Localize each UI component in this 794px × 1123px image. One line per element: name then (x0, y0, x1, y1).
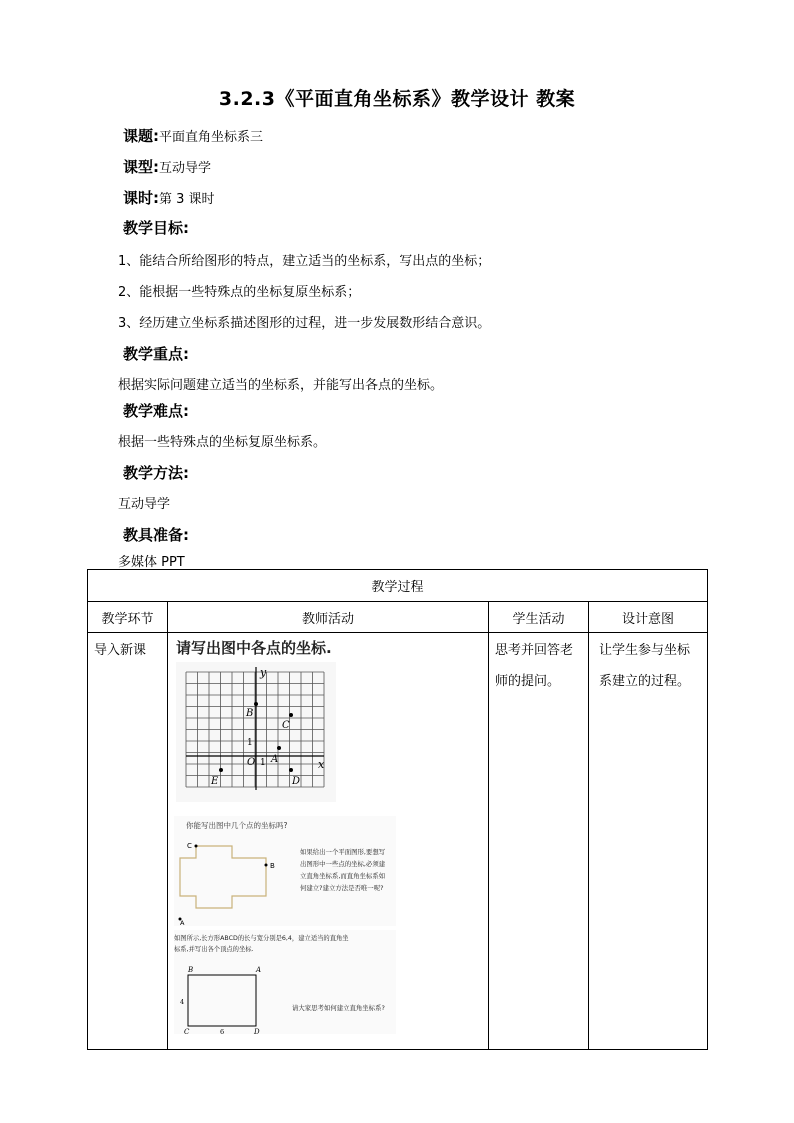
cross-side-text-line: 何建立?建立方法是否唯一呢? (300, 884, 384, 892)
cross-point-b (265, 864, 268, 867)
rect-label-c: C (184, 1028, 190, 1034)
rect-label-d: D (254, 1028, 260, 1034)
point-d (289, 768, 293, 772)
stage-cell: 导入新课 (88, 633, 168, 1050)
rect-text-line: 标系,并写出各个顶点的坐标. (174, 946, 254, 953)
label-c: C (282, 720, 290, 731)
point-a (277, 746, 281, 750)
field-type-label: 课型: (123, 158, 159, 176)
rect-label-a: A (256, 966, 262, 974)
tools-heading: 教具准备: (123, 526, 189, 544)
difficulty-text: 根据一些特殊点的坐标复原坐标系。 (118, 435, 327, 450)
objective-item: 3、经历建立坐标系描述图形的过程，进一步发展数形结合意识。 (118, 316, 491, 331)
cross-label-c: C (187, 842, 192, 850)
cross-side-text-line: 出图形中一些点的坐标,必须建 (300, 860, 386, 868)
field-period (123, 187, 215, 208)
slide-background (174, 816, 396, 926)
cross-shape-figure (174, 816, 396, 926)
objective-item: 2、能根据一些特殊点的坐标复原坐标系； (118, 285, 361, 300)
field-period-value: 第 3 课时 (159, 192, 215, 207)
field-period-label: 课时: (123, 189, 159, 207)
teacher-activity-title: 请写出图中各点的坐标. (176, 639, 332, 657)
tools-text: 多媒体 PPT (118, 555, 185, 570)
y-axis-label: y (260, 666, 267, 679)
rectangle-figure (174, 930, 396, 1034)
origin-label: O (247, 757, 256, 768)
rect-width-label: 6 (220, 1028, 225, 1034)
tick-one-x: 1 (260, 758, 266, 768)
table-header: 教师活动 (168, 602, 489, 633)
student-activity-cell: 思考并回答老师的提问。 (489, 633, 589, 1050)
tick-one-y: 1 (247, 738, 253, 748)
rect-question: 请大家思考如何建立直角坐标系? (292, 1004, 385, 1012)
x-axis-label: x (318, 758, 325, 771)
field-topic-value: 平面直角坐标系三 (159, 130, 264, 145)
rect-height-label: 4 (180, 998, 185, 1006)
cross-point-c (195, 845, 198, 848)
field-topic (123, 125, 263, 146)
objective-item: 1、能结合所给图形的特点，建立适当的坐标系，写出点的坐标； (118, 254, 491, 269)
point-b (254, 702, 258, 706)
table-header: 学生活动 (489, 602, 589, 633)
table-header: 教学环节 (88, 602, 168, 633)
doc-title: 3.2.3《平面直角坐标系》教学设计 教案 (218, 88, 576, 110)
field-type (123, 156, 211, 177)
table-caption: 教学过程 (88, 570, 708, 602)
design-intent-cell: 让学生参与坐标系建立的过程。 (589, 633, 708, 1050)
field-topic-label: 课题: (123, 127, 159, 145)
key-heading: 教学重点: (123, 345, 189, 363)
cross-side-text-line: 立直角坐标系,而直角坐标系如 (300, 872, 386, 880)
teacher-activity-cell (168, 633, 489, 1050)
cross-question: 你能写出图中几个点的坐标吗? (186, 821, 288, 830)
method-heading: 教学方法: (123, 464, 189, 482)
label-b: B (246, 708, 254, 719)
point-c (289, 713, 293, 717)
table-header: 设计意图 (589, 602, 708, 633)
rect-label-b: B (188, 966, 194, 974)
field-type-value: 互动导学 (159, 161, 212, 176)
label-a: A (271, 754, 279, 765)
method-text: 互动导学 (118, 497, 171, 512)
cross-label-b: B (270, 862, 275, 870)
key-text: 根据实际问题建立适当的坐标系，并能写出各点的坐标。 (118, 378, 444, 393)
coordinate-grid-figure (176, 662, 336, 802)
rect-text-line: 如图所示,长方形ABCD的长与宽分别是6,4，建立适当的直角坐 (174, 935, 349, 942)
label-e: E (211, 776, 219, 787)
difficulty-heading: 教学难点: (123, 402, 189, 420)
cross-side-text-line: 如果给出一个平面图形,要想写 (300, 848, 386, 856)
label-d: D (292, 776, 301, 787)
cross-label-a: A (180, 919, 185, 926)
point-e (219, 768, 223, 772)
objectives-heading: 教学目标: (123, 219, 189, 237)
process-table (87, 569, 708, 1050)
